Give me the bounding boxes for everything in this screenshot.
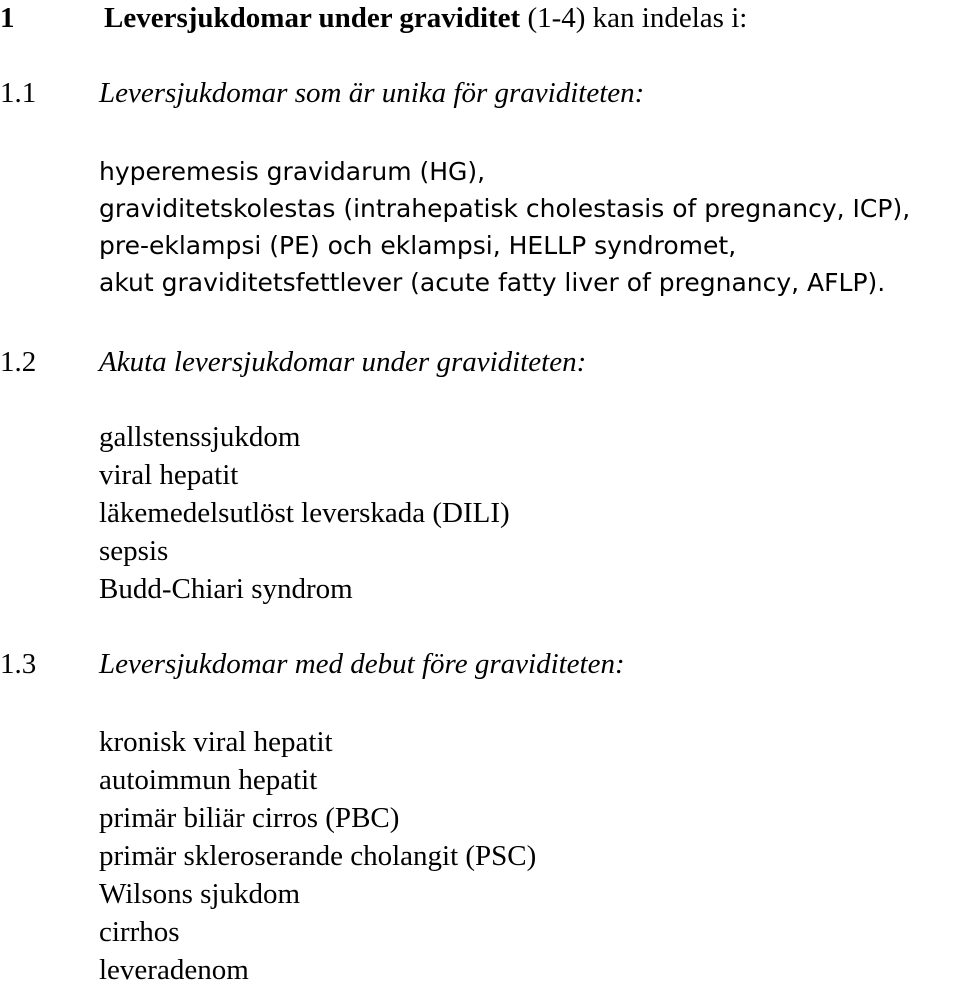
section-number: 1.1	[0, 77, 37, 109]
page-title-bold: Leversjukdomar under graviditet	[104, 2, 521, 34]
page-title	[104, 4, 747, 33]
list-item: pre-eklampsi (PE) och eklampsi, HELLP syndromet,	[99, 231, 737, 260]
section-title: Leversjukdomar med debut före graviditeten:	[99, 648, 625, 680]
section-number: 1.2	[0, 346, 37, 378]
list-item: leveradenom	[99, 954, 249, 986]
list-item: autoimmun hepatit	[99, 764, 318, 796]
section-list-1-1	[99, 153, 910, 301]
list-item: graviditetskolestas (intrahepatisk cholestasis of pregnancy, ICP),	[99, 194, 911, 223]
list-item: Wilsons sjukdom	[99, 878, 301, 910]
section-title: Akuta leversjukdomar under graviditeten:	[99, 346, 587, 378]
list-item: akut graviditetsfettlever (acute fatty liver of pregnancy, AFLP).	[99, 268, 886, 297]
section-list-1-3	[99, 723, 536, 989]
section-list-1-2	[99, 418, 510, 608]
list-item: cirrhos	[99, 916, 180, 948]
list-item: läkemedelsutlöst leverskada (DILI)	[99, 497, 510, 529]
list-item: viral hepatit	[99, 459, 239, 491]
section-number: 1.3	[0, 648, 37, 680]
list-item: primär biliär cirros (PBC)	[99, 802, 400, 834]
page-title-rest: (1-4) kan indelas i:	[520, 2, 748, 34]
list-item: kronisk viral hepatit	[99, 726, 333, 758]
section-title: Leversjukdomar som är unika för graviditeten:	[99, 77, 645, 109]
list-item: Budd-Chiari syndrom	[99, 573, 353, 605]
list-item: sepsis	[99, 535, 169, 567]
list-item: primär skleroserande cholangit (PSC)	[99, 840, 537, 872]
list-item: hyperemesis gravidarum (HG),	[99, 157, 486, 186]
heading-number: 1	[0, 2, 15, 34]
list-item: gallstenssjukdom	[99, 421, 301, 453]
